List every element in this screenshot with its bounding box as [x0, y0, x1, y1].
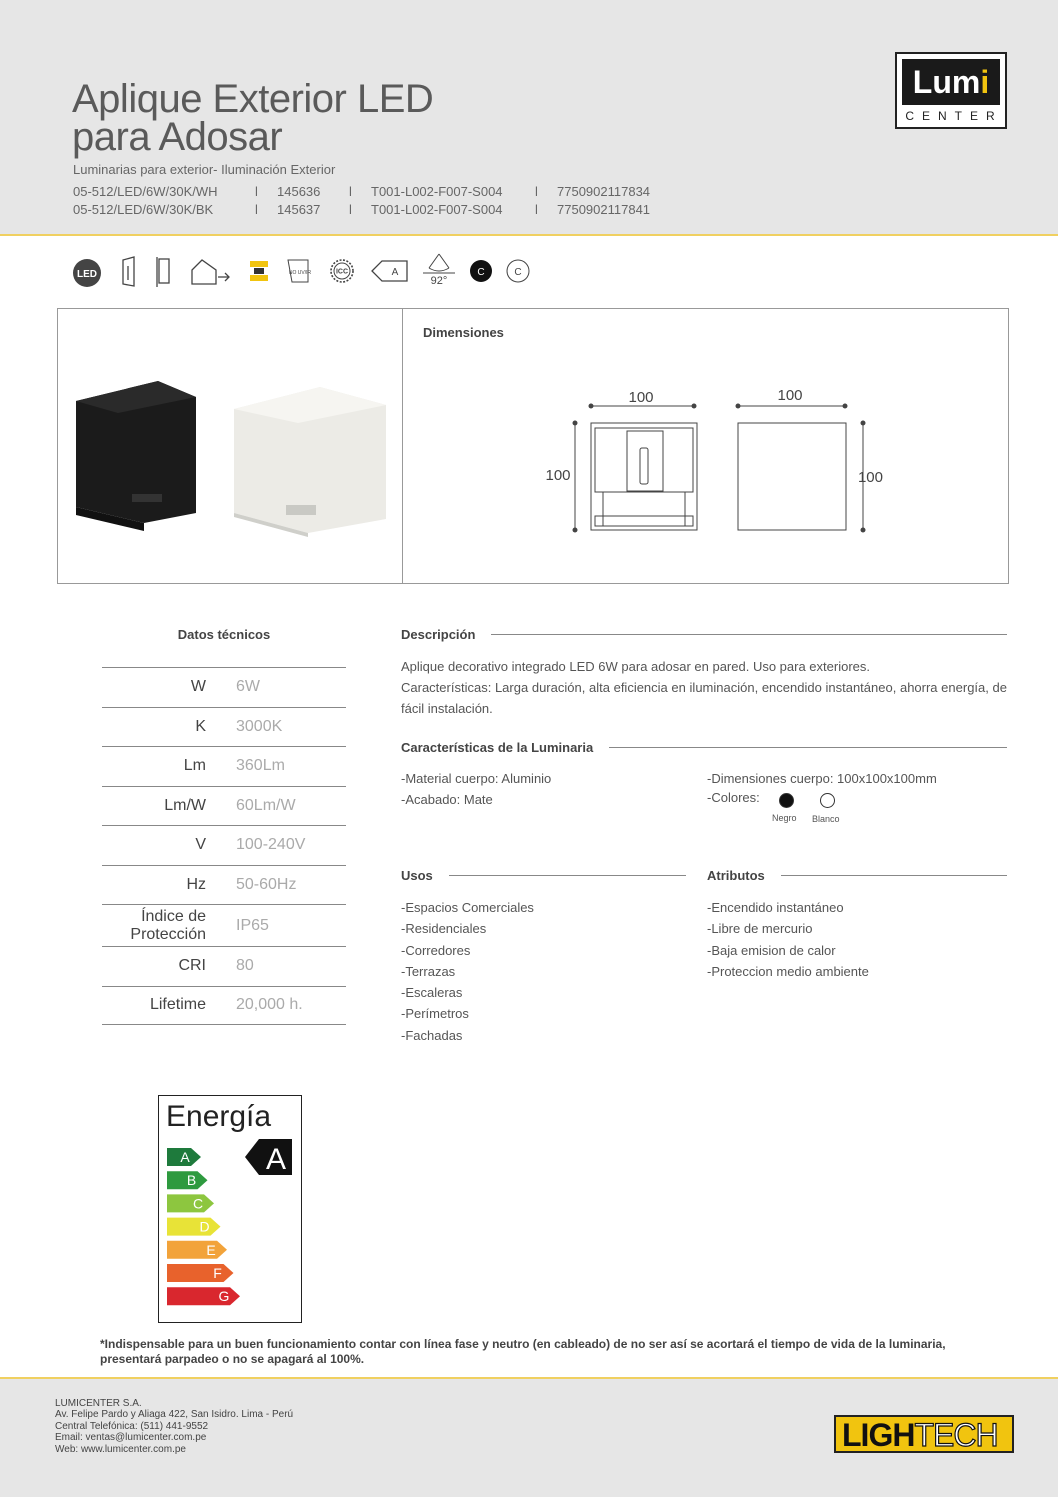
spec-value: 50-60Hz [236, 875, 297, 893]
energy-title: Energía [166, 1100, 272, 1133]
spec-row [102, 904, 346, 946]
energy-class-label: C [192, 1195, 204, 1212]
dimension-drawing [540, 387, 883, 538]
beam-up-down-icon [246, 256, 272, 288]
black-luminaire [76, 381, 196, 531]
side-height-label: 100 [857, 469, 883, 486]
code-row [73, 201, 650, 219]
company-street: Av. Felipe Pardo y Aliaga 422, San Isidro. Lima - Perú [55, 1409, 294, 1421]
model-code: 05-512/LED/6W/30K/BK [73, 202, 214, 217]
feature-dimensions: -Dimensiones cuerpo: 100x100x100mm [707, 771, 937, 786]
color-swatch-white [820, 793, 835, 808]
footnote: *Indispensable para un buen funcionamiento contar con línea fase y neutro (en cableado) de no ser así se acortará el tiempo de vida de la luminaria, presentará parpadeo o no se apagará al 100%. [100, 1337, 946, 1366]
attributes-heading [707, 868, 1007, 883]
front-width-label: 100 [628, 389, 654, 406]
divider-line [609, 747, 1007, 748]
side-width-label: 100 [777, 387, 803, 404]
list-item: -Espacios Comerciales [401, 900, 534, 915]
energy-bar-d [167, 1218, 221, 1236]
color-label-white: Blanco [812, 814, 840, 824]
title-line-1: Aplique Exterior LED [72, 77, 434, 121]
separator: l [535, 202, 538, 217]
lightech-text-b: TECH [914, 1417, 998, 1453]
energy-label [158, 1095, 302, 1323]
front-height-label: 100 [545, 467, 571, 484]
list-item: -Corredores [401, 942, 471, 958]
list-item: -Terrazas [401, 963, 456, 979]
logo-text-a: Lum [912, 64, 981, 100]
list-item: -Libre de mercurio [707, 921, 813, 937]
item-code: 145636 [277, 184, 321, 199]
separator: l [255, 202, 258, 217]
logo-text-b: i [980, 64, 990, 100]
beam-angle-icon [422, 252, 456, 288]
spec-value: 100-240V [236, 836, 306, 854]
no-uv-ir-icon [284, 256, 312, 288]
list-item: -Perímetros [401, 1006, 469, 1022]
uses-list [401, 897, 534, 1046]
spec-key: Hz [186, 875, 206, 893]
separator: l [349, 202, 352, 217]
features-list-left [401, 768, 551, 811]
side-view [738, 423, 846, 530]
color-swatch-black [779, 793, 794, 808]
list-item: -Baja emision de calor [707, 942, 836, 958]
page-subtitle: Luminarias para exterior- Iluminación Exterior [73, 162, 336, 177]
spec-key: Lm [183, 757, 206, 775]
spec-row [102, 667, 346, 707]
logo-subtext: CENTER [905, 109, 1003, 123]
list-item: -Proteccion medio ambiente [707, 963, 869, 979]
spec-row [102, 946, 346, 986]
energy-class-label: B [186, 1172, 197, 1189]
energy-class-label: F [213, 1265, 222, 1281]
page-title [72, 77, 434, 159]
spec-row [102, 986, 346, 1026]
product-photo [58, 309, 398, 583]
description-text [401, 656, 1007, 719]
uses-title: Usos [401, 868, 433, 883]
wall-mount-2-icon [156, 256, 174, 288]
company-email: Email: ventas@lumicenter.com.pe [55, 1432, 207, 1444]
company-name: LUMICENTER S.A. [55, 1398, 142, 1409]
icc-certified-icon [328, 256, 356, 288]
code-row [73, 183, 650, 201]
list-item: -Residenciales [401, 921, 487, 937]
white-luminaire [234, 387, 386, 537]
divider-line [781, 875, 1007, 876]
wall-mount-icon [120, 256, 138, 288]
product-codes [73, 183, 650, 219]
spec-value: 80 [236, 957, 254, 975]
separator: l [535, 184, 538, 199]
features-list-right [707, 768, 937, 789]
separator: l [255, 184, 258, 199]
energy-class-label: D [199, 1218, 210, 1235]
model-code: 05-512/LED/6W/30K/WH [73, 184, 218, 199]
energy-bar-c [167, 1194, 214, 1212]
feature-finish: -Acabado: Mate [401, 792, 493, 808]
lumicenter-logo [895, 52, 1007, 129]
company-web: Web: www.lumicenter.com.pe [55, 1443, 186, 1455]
description-title: Descripción [401, 627, 476, 642]
lightech-logo [834, 1415, 1014, 1453]
feature-icon-row [72, 256, 542, 292]
attributes-title: Atributos [707, 868, 765, 883]
header-band [0, 0, 1058, 236]
list-item: -Encendido instantáneo [707, 900, 844, 915]
spec-key: Lm/W [164, 796, 206, 814]
energy-scale [159, 1096, 301, 1322]
footer-band [0, 1377, 1058, 1497]
energy-rating-label: A [265, 1143, 287, 1176]
feature-material: -Material cuerpo: Aluminio [401, 771, 552, 786]
spec-value: 360Lm [236, 757, 285, 775]
list-item: -Fachadas [401, 1027, 463, 1043]
spec-key: Lifetime [149, 996, 206, 1014]
features-title: Características de la Luminaria [401, 740, 594, 755]
spec-key: W [190, 678, 206, 696]
energy-class-label: A [180, 1149, 190, 1165]
spec-row [102, 825, 346, 865]
features-heading [401, 740, 1007, 755]
lightech-text-a: LIGH [842, 1417, 915, 1453]
tech-data-table [102, 667, 346, 1025]
title-line-2: para Adosar [72, 115, 283, 159]
energy-class-label: A [391, 267, 399, 278]
color-black-icon [468, 256, 494, 288]
spec-row [102, 707, 346, 747]
divider-line [449, 875, 686, 876]
outdoor-house-icon [188, 256, 232, 288]
spec-row [102, 865, 346, 905]
spec-value: 6W [236, 678, 260, 696]
spec-key: CRI [178, 957, 206, 975]
color-white-label: C [514, 267, 522, 278]
logo-wordmark [902, 59, 1000, 105]
dimensions-label: Dimensiones [423, 325, 504, 340]
ref-code: T001-L002-F007-S004 [371, 202, 503, 217]
description-line-2: Características: Larga duración, alta eficiencia en iluminación, encendido instantáneo, ahorra energía, de fácil instalación. [401, 680, 1007, 716]
ean-code: 7750902117841 [557, 202, 651, 217]
spec-key: K [195, 717, 206, 735]
energy-class-label: G [218, 1288, 230, 1305]
color-white-icon [505, 256, 531, 288]
spec-value: IP65 [236, 916, 269, 934]
spec-value: 20,000 h. [236, 996, 303, 1014]
description-heading [401, 627, 1007, 642]
ean-code: 7750902117834 [557, 184, 651, 199]
uses-heading [401, 868, 686, 883]
separator: l [349, 184, 352, 199]
beam-angle-label: 92° [430, 275, 448, 287]
led-icon-label: LED [77, 269, 97, 280]
icc-label: ICC [335, 268, 349, 276]
spec-value: 60Lm/W [236, 796, 296, 814]
energy-bar-e [167, 1241, 227, 1259]
box-divider [402, 309, 403, 583]
tech-data-title: Datos técnicos [177, 627, 271, 642]
color-black-label: C [477, 267, 485, 278]
attributes-list [707, 897, 869, 982]
list-item: -Escaleras [401, 985, 463, 1001]
no-uv-ir-label: NO UV/IR [288, 270, 312, 276]
front-view [591, 423, 697, 530]
led-icon [72, 258, 102, 288]
spec-key: Índice de Protección [130, 907, 206, 943]
energy-bar-f [167, 1264, 234, 1282]
spec-value: 3000K [236, 717, 283, 735]
item-code: 145637 [277, 202, 321, 217]
lightech-wordmark [842, 1419, 998, 1451]
divider-line [491, 634, 1007, 635]
ref-code: T001-L002-F007-S004 [371, 184, 503, 199]
energy-class-label: E [206, 1241, 216, 1258]
colors-label: -Colores: [707, 790, 760, 805]
spec-row [102, 786, 346, 826]
company-address [55, 1398, 293, 1455]
spec-row [102, 746, 346, 786]
color-label-black: Negro [772, 813, 797, 823]
company-phone: Central Telefónica: (511) 441-9552 [55, 1420, 209, 1432]
spec-key: V [195, 836, 206, 854]
description-line-1: Aplique decorativo integrado LED 6W para adosar en pared. Uso para exteriores. [401, 659, 870, 674]
energy-class-icon [370, 256, 410, 288]
